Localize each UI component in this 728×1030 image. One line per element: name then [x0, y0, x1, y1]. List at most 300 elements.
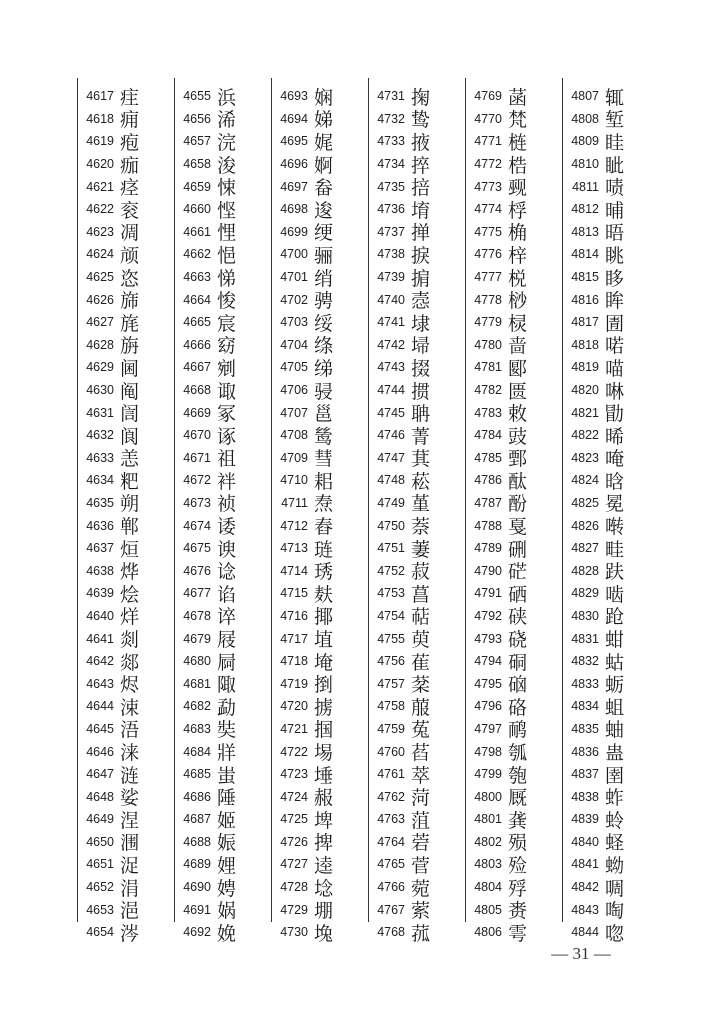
table-row [78, 808, 174, 831]
table-row [466, 447, 562, 470]
table-row [466, 266, 562, 289]
char-glyph: 绨 [314, 357, 334, 380]
char-glyph: 埤 [314, 809, 334, 832]
char-glyph: 悒 [217, 244, 237, 267]
table-row [466, 85, 562, 108]
table-row [466, 108, 562, 131]
char-glyph: 埵 [314, 764, 334, 787]
char-glyph: 喵 [605, 357, 625, 380]
table-row [272, 334, 368, 357]
char-glyph: 娌 [217, 854, 237, 877]
table-row [369, 876, 465, 899]
table-row [78, 175, 174, 198]
table-row [78, 718, 174, 741]
table-row [563, 85, 659, 108]
table-row [369, 718, 465, 741]
char-number: 4626 [86, 292, 114, 307]
table-row [175, 831, 271, 854]
char-glyph: 屐 [217, 629, 237, 652]
table-row [563, 582, 659, 605]
table-column [465, 78, 562, 945]
char-glyph: 眵 [605, 267, 625, 290]
char-glyph: 菘 [411, 470, 431, 493]
char-glyph: 戛 [508, 516, 528, 539]
char-glyph: 觋 [508, 177, 528, 200]
char-number: 4635 [86, 495, 114, 510]
char-number: 4698 [280, 202, 308, 217]
table-row [78, 266, 174, 289]
table-row [78, 130, 174, 153]
table-row [272, 447, 368, 470]
table-row [272, 740, 368, 763]
char-number: 4643 [86, 676, 114, 691]
char-number: 4754 [377, 608, 405, 623]
char-number: 4702 [280, 292, 308, 307]
table-row [175, 130, 271, 153]
char-glyph: 悫 [411, 290, 431, 313]
char-glyph: 冢 [217, 403, 237, 426]
char-glyph: 娩 [217, 922, 237, 945]
char-number: 4833 [571, 676, 599, 691]
char-glyph: 跄 [605, 606, 625, 629]
char-number: 4764 [377, 834, 405, 849]
char-number: 4826 [571, 518, 599, 533]
char-number: 4835 [571, 721, 599, 736]
char-glyph: 浠 [217, 109, 237, 132]
char-number: 4633 [86, 450, 114, 465]
char-number: 4775 [474, 224, 502, 239]
char-number: 4822 [571, 428, 599, 443]
table-row [175, 447, 271, 470]
char-glyph: 厩 [508, 787, 528, 810]
char-number: 4836 [571, 744, 599, 759]
char-glyph: 晡 [605, 199, 625, 222]
character-table [77, 78, 655, 945]
char-glyph: 堇 [411, 493, 431, 516]
char-number: 4699 [280, 224, 308, 239]
table-row [369, 808, 465, 831]
char-number: 4767 [377, 902, 405, 917]
char-number: 4823 [571, 450, 599, 465]
char-glyph: 捩 [411, 244, 431, 267]
char-glyph: 勖 [605, 403, 625, 426]
table-row [175, 288, 271, 311]
char-number: 4744 [377, 383, 405, 398]
table-row [78, 356, 174, 379]
char-glyph: 萋 [411, 538, 431, 561]
table-row [369, 740, 465, 763]
table-row [175, 559, 271, 582]
char-number: 4668 [183, 383, 211, 398]
char-glyph: 啮 [605, 583, 625, 606]
char-glyph: 殍 [508, 877, 528, 900]
char-number: 4701 [280, 270, 308, 285]
char-number: 4800 [474, 789, 502, 804]
char-number: 4706 [280, 383, 308, 398]
table-row [175, 582, 271, 605]
char-glyph: 琇 [314, 561, 334, 584]
char-glyph: 圊 [605, 312, 625, 335]
char-number: 4632 [86, 428, 114, 443]
char-number: 4779 [474, 315, 502, 330]
char-glyph: 匮 [508, 380, 528, 403]
char-glyph: 诿 [217, 516, 237, 539]
char-glyph: 琏 [314, 538, 334, 561]
char-glyph: 棻 [411, 674, 431, 697]
table-row [466, 379, 562, 402]
char-number: 4654 [86, 925, 114, 940]
char-glyph: 娑 [120, 787, 140, 810]
table-row [369, 898, 465, 921]
table-row [466, 853, 562, 876]
table-row [272, 763, 368, 786]
char-glyph: 浜 [217, 86, 237, 109]
char-number: 4716 [280, 608, 308, 623]
table-row [369, 379, 465, 402]
char-number: 4726 [280, 834, 308, 849]
char-glyph: 谀 [217, 538, 237, 561]
char-glyph: 啉 [605, 380, 625, 403]
char-number: 4772 [474, 157, 502, 172]
char-glyph: 冕 [605, 493, 625, 516]
table-row [563, 311, 659, 334]
char-number: 4806 [474, 925, 502, 940]
table-row [272, 605, 368, 628]
char-number: 4759 [377, 721, 405, 736]
table-row [369, 695, 465, 718]
table-row [563, 266, 659, 289]
char-glyph: 宸 [217, 312, 237, 335]
char-number: 4713 [280, 541, 308, 556]
char-number: 4649 [86, 812, 114, 827]
table-row [563, 379, 659, 402]
char-glyph: 晞 [605, 425, 625, 448]
char-number: 4638 [86, 563, 114, 578]
table-row [175, 153, 271, 176]
char-number: 4781 [474, 360, 502, 375]
char-glyph: 堋 [314, 900, 334, 923]
char-number: 4774 [474, 202, 502, 217]
char-glyph: 眭 [605, 131, 625, 154]
char-number: 4697 [280, 179, 308, 194]
table-row [563, 108, 659, 131]
char-number: 4670 [183, 428, 211, 443]
char-glyph: 萁 [411, 448, 431, 471]
table-row [78, 108, 174, 131]
char-glyph: 焘 [314, 493, 334, 516]
char-glyph: 啬 [508, 335, 528, 358]
char-glyph: 涔 [120, 922, 140, 945]
char-number: 4749 [377, 495, 405, 510]
table-row [175, 605, 271, 628]
table-row [466, 153, 562, 176]
table-row [563, 672, 659, 695]
char-glyph: 鸷 [411, 109, 431, 132]
char-glyph: 萦 [411, 900, 431, 923]
char-number: 4725 [280, 812, 308, 827]
char-number: 4834 [571, 699, 599, 714]
char-glyph: 敕 [508, 403, 528, 426]
char-number: 4627 [86, 315, 114, 330]
table-row [78, 650, 174, 673]
char-number: 4818 [571, 337, 599, 352]
char-number: 4734 [377, 157, 405, 172]
table-row [175, 85, 271, 108]
char-number: 4661 [183, 224, 211, 239]
table-row [563, 559, 659, 582]
table-row [563, 853, 659, 876]
char-number: 4648 [86, 789, 114, 804]
table-row [369, 153, 465, 176]
char-glyph: 勐 [217, 696, 237, 719]
char-glyph: 菽 [411, 561, 431, 584]
table-row [272, 831, 368, 854]
char-glyph: 悚 [217, 177, 237, 200]
char-number: 4825 [571, 495, 599, 510]
char-number: 4704 [280, 337, 308, 352]
char-glyph: 剡 [120, 629, 140, 652]
table-row [78, 198, 174, 221]
char-number: 4756 [377, 654, 405, 669]
char-glyph: 疱 [120, 131, 140, 154]
table-row [78, 447, 174, 470]
char-glyph: 涅 [120, 809, 140, 832]
table-row [466, 740, 562, 763]
char-number: 4682 [183, 699, 211, 714]
char-glyph: 蛄 [605, 651, 625, 674]
char-glyph: 烊 [120, 606, 140, 629]
table-row [78, 311, 174, 334]
table-row [466, 627, 562, 650]
table-row [369, 627, 465, 650]
char-glyph: 绠 [314, 222, 334, 245]
table-row [78, 537, 174, 560]
char-glyph: 掬 [411, 86, 431, 109]
table-row [369, 334, 465, 357]
char-glyph: 桴 [508, 199, 528, 222]
table-row [78, 921, 174, 944]
char-glyph: 蚴 [605, 854, 625, 877]
char-number: 4786 [474, 473, 502, 488]
char-glyph: 疰 [120, 86, 140, 109]
char-number: 4641 [86, 631, 114, 646]
char-glyph: 鄄 [508, 448, 528, 471]
table-row [78, 785, 174, 808]
char-glyph: 捭 [314, 832, 334, 855]
table-row [563, 130, 659, 153]
table-row [175, 853, 271, 876]
table-row [466, 559, 562, 582]
char-glyph: 棁 [508, 267, 528, 290]
char-number: 4671 [183, 450, 211, 465]
table-row [272, 627, 368, 650]
char-number: 4824 [571, 473, 599, 488]
table-row [466, 831, 562, 854]
char-number: 4660 [183, 202, 211, 217]
table-row [78, 379, 174, 402]
char-glyph: 彗 [314, 448, 334, 471]
char-number: 4747 [377, 450, 405, 465]
table-row [78, 85, 174, 108]
char-number: 4790 [474, 563, 502, 578]
table-row [175, 266, 271, 289]
table-row [369, 175, 465, 198]
char-glyph: 菀 [411, 877, 431, 900]
table-row [369, 514, 465, 537]
char-glyph: 梏 [508, 154, 528, 177]
char-glyph: 唿 [605, 922, 625, 945]
char-glyph: 梿 [508, 131, 528, 154]
char-number: 4728 [280, 880, 308, 895]
char-number: 4769 [474, 89, 502, 104]
char-number: 4751 [377, 541, 405, 556]
char-number: 4712 [280, 518, 308, 533]
table-row [272, 108, 368, 131]
char-glyph: 蛉 [605, 809, 625, 832]
char-glyph: 捽 [411, 154, 431, 177]
char-glyph: 掇 [411, 357, 431, 380]
table-row [272, 876, 368, 899]
char-number: 4629 [86, 360, 114, 375]
char-number: 4637 [86, 541, 114, 556]
char-glyph: 耜 [314, 470, 334, 493]
char-glyph: 掸 [411, 222, 431, 245]
table-row [369, 469, 465, 492]
char-glyph: 硐 [508, 651, 528, 674]
table-row [78, 831, 174, 854]
table-row [175, 672, 271, 695]
char-glyph: 梵 [508, 109, 528, 132]
table-row [563, 740, 659, 763]
char-glyph: 菪 [411, 832, 431, 855]
char-glyph: 揶 [314, 606, 334, 629]
char-glyph: 萑 [411, 651, 431, 674]
char-glyph: 掴 [314, 719, 334, 742]
table-row [272, 672, 368, 695]
char-number: 4738 [377, 247, 405, 262]
char-number: 4714 [280, 563, 308, 578]
char-number: 4705 [280, 360, 308, 375]
char-number: 4645 [86, 721, 114, 736]
table-row [272, 492, 368, 515]
table-row [272, 243, 368, 266]
char-number: 4778 [474, 292, 502, 307]
table-row [175, 876, 271, 899]
char-glyph: 烩 [120, 583, 140, 606]
char-number: 4805 [474, 902, 502, 917]
table-row [78, 853, 174, 876]
char-number: 4653 [86, 902, 114, 917]
char-number: 4711 [281, 495, 308, 510]
table-row [272, 695, 368, 718]
char-number: 4731 [377, 89, 405, 104]
table-row [563, 514, 659, 537]
char-number: 4811 [572, 179, 599, 194]
char-glyph: 埯 [314, 651, 334, 674]
char-glyph: 硇 [508, 674, 528, 697]
char-glyph: 祯 [217, 493, 237, 516]
char-number: 4634 [86, 473, 114, 488]
char-glyph: 聃 [411, 403, 431, 426]
table-row [78, 221, 174, 244]
table-row [466, 334, 562, 357]
char-number: 4763 [377, 812, 405, 827]
char-number: 4748 [377, 473, 405, 488]
table-row [466, 198, 562, 221]
char-number: 4647 [86, 767, 114, 782]
char-glyph: 硒 [508, 583, 528, 606]
table-row [78, 401, 174, 424]
table-row [175, 785, 271, 808]
char-glyph: 剜 [217, 357, 237, 380]
table-row [175, 921, 271, 944]
char-glyph: 眸 [605, 290, 625, 313]
char-glyph: 埭 [411, 312, 431, 335]
char-number: 4808 [571, 111, 599, 126]
char-glyph: 陬 [217, 674, 237, 697]
char-number: 4739 [377, 270, 405, 285]
table-row [175, 808, 271, 831]
char-number: 4794 [474, 654, 502, 669]
char-number: 4692 [183, 925, 211, 940]
char-number: 4761 [377, 767, 405, 782]
char-number: 4730 [280, 925, 308, 940]
char-number: 4788 [474, 518, 502, 533]
char-number: 4662 [183, 247, 211, 262]
char-glyph: 娉 [217, 877, 237, 900]
char-glyph: 硎 [508, 538, 528, 561]
char-glyph: 菡 [508, 86, 528, 109]
char-number: 4693 [280, 89, 308, 104]
char-glyph: 啕 [605, 900, 625, 923]
char-number: 4740 [377, 292, 405, 307]
char-number: 4771 [474, 134, 502, 149]
table-row [369, 266, 465, 289]
table-row [175, 469, 271, 492]
table-row [175, 740, 271, 763]
char-glyph: 悝 [217, 222, 237, 245]
char-number: 4815 [571, 270, 599, 285]
table-row [563, 424, 659, 447]
char-number: 4656 [183, 111, 211, 126]
table-row [563, 876, 659, 899]
char-number: 4787 [474, 495, 502, 510]
char-number: 4737 [377, 224, 405, 239]
table-row [272, 424, 368, 447]
page-number: — 31 — [551, 944, 611, 963]
char-glyph: 逡 [314, 199, 334, 222]
char-glyph: 鸶 [314, 425, 334, 448]
char-glyph: 旄 [120, 312, 140, 335]
char-number: 4743 [377, 360, 405, 375]
char-number: 4798 [474, 744, 502, 759]
table-row [369, 853, 465, 876]
char-glyph: 娣 [314, 109, 334, 132]
char-number: 4689 [183, 857, 211, 872]
table-row [369, 108, 465, 131]
char-glyph: 辄 [605, 86, 625, 109]
char-number: 4838 [571, 789, 599, 804]
table-row [272, 221, 368, 244]
char-glyph: 蚩 [217, 764, 237, 787]
char-number: 4831 [571, 631, 599, 646]
char-glyph: 旃 [120, 335, 140, 358]
table-row [272, 288, 368, 311]
char-glyph: 酚 [508, 493, 528, 516]
table-row [272, 469, 368, 492]
table-row [175, 537, 271, 560]
char-number: 4793 [474, 631, 502, 646]
